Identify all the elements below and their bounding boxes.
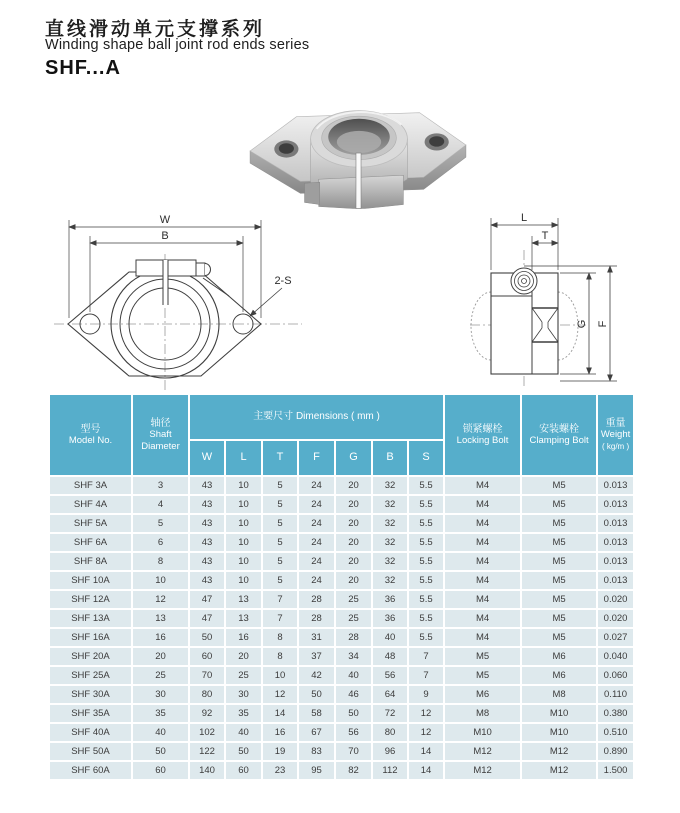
cell-b: 112 [372,761,408,780]
table-row [49,761,634,780]
table-row [49,628,634,647]
cell-weight: 0.020 [597,609,634,628]
drawing-front-view [52,202,304,392]
cell-model: SHF 12A [49,590,132,609]
cell-l: 13 [225,590,262,609]
table-row [49,685,634,704]
cell-t: 5 [262,495,298,514]
cell-clamping: M5 [521,533,597,552]
cell-model: SHF 4A [49,495,132,514]
cell-s: 5.5 [408,628,444,647]
cell-clamping: M5 [521,552,597,571]
cell-t: 5 [262,552,298,571]
cell-weight: 0.020 [597,590,634,609]
hub-bore-floor [337,131,381,153]
cell-weight: 1.500 [597,761,634,780]
cell-l: 40 [225,723,262,742]
cell-b: 32 [372,514,408,533]
cell-locking: M12 [444,761,521,780]
cell-locking: M8 [444,704,521,723]
cell-f: 24 [298,571,335,590]
cell-w: 43 [189,552,225,571]
cell-g: 70 [335,742,372,761]
cell-weight: 0.013 [597,476,634,495]
cell-b: 80 [372,723,408,742]
cell-t: 8 [262,647,298,666]
cell-g: 20 [335,533,372,552]
cell-l: 10 [225,514,262,533]
cell-model: SHF 13A [49,609,132,628]
cell-g: 20 [335,476,372,495]
cell-g: 25 [335,609,372,628]
cell-w: 47 [189,590,225,609]
cell-w: 102 [189,723,225,742]
cell-weight: 0.510 [597,723,634,742]
cell-f: 67 [298,723,335,742]
cell-t: 10 [262,666,298,685]
cell-locking: M4 [444,476,521,495]
cell-model: SHF 6A [49,533,132,552]
cell-l: 10 [225,533,262,552]
cell-b: 56 [372,666,408,685]
cell-w: 92 [189,704,225,723]
cell-g: 20 [335,571,372,590]
col-header-dim-l: L [225,440,262,476]
cell-model: SHF 40A [49,723,132,742]
bolt-hole-right-bore [429,136,444,146]
cell-locking: M4 [444,571,521,590]
cell-b: 36 [372,590,408,609]
cell-t: 5 [262,533,298,552]
cell-b: 36 [372,609,408,628]
cell-t: 5 [262,571,298,590]
spec-table-body [49,476,634,780]
cell-shaft: 5 [132,514,189,533]
cell-b: 32 [372,476,408,495]
cell-l: 50 [225,742,262,761]
cell-model: SHF 35A [49,704,132,723]
cell-locking: M4 [444,590,521,609]
cell-clamping: M5 [521,609,597,628]
cell-clamping: M12 [521,761,597,780]
cell-t: 7 [262,609,298,628]
cell-s: 5.5 [408,514,444,533]
cell-shaft: 20 [132,647,189,666]
cell-model: SHF 3A [49,476,132,495]
cell-f: 31 [298,628,335,647]
table-row [49,590,634,609]
cell-shaft: 35 [132,704,189,723]
dim-label-f: F [597,320,609,328]
table-row [49,476,634,495]
cell-shaft: 25 [132,666,189,685]
table-row [49,742,634,761]
cell-t: 14 [262,704,298,723]
cell-w: 80 [189,685,225,704]
table-row [49,704,634,723]
product-photo [242,84,474,214]
cell-s: 7 [408,647,444,666]
col-header-dim-f: F [298,440,335,476]
cell-f: 42 [298,666,335,685]
hole-callout-2s: 2-S [274,275,292,287]
cell-f: 28 [298,609,335,628]
cell-locking: M5 [444,647,521,666]
dim-label-w: W [159,214,171,226]
cell-model: SHF 25A [49,666,132,685]
cell-t: 5 [262,514,298,533]
col-header-dim-w: W [189,440,225,476]
table-row [49,514,634,533]
cell-l: 35 [225,704,262,723]
table-row [49,571,634,590]
drawing-side-view [468,202,680,392]
cell-locking: M4 [444,609,521,628]
cell-clamping: M5 [521,571,597,590]
cell-b: 32 [372,495,408,514]
locking-header-zh: 锁紧螺栓 [462,423,503,435]
col-header-dim-g: G [335,440,372,476]
cell-t: 8 [262,628,298,647]
cell-s: 5.5 [408,533,444,552]
cell-w: 70 [189,666,225,685]
cell-g: 20 [335,552,372,571]
cell-l: 16 [225,628,262,647]
flange-profile-right-dotted [558,292,578,360]
cell-s: 14 [408,761,444,780]
cell-l: 25 [225,666,262,685]
cell-f: 24 [298,533,335,552]
cell-t: 12 [262,685,298,704]
cell-s: 5.5 [408,571,444,590]
cell-f: 28 [298,590,335,609]
cell-g: 46 [335,685,372,704]
dim-label-g: G [576,319,588,329]
cell-locking: M5 [444,666,521,685]
cell-s: 5.5 [408,552,444,571]
cell-locking: M4 [444,495,521,514]
cell-w: 122 [189,742,225,761]
cell-clamping: M5 [521,590,597,609]
front-view-svg [52,202,304,392]
cell-shaft: 12 [132,590,189,609]
cell-g: 28 [335,628,372,647]
cell-s: 5.5 [408,609,444,628]
col-header-dim-s: S [408,440,444,476]
clamp-edge-line [203,278,229,296]
cell-s: 14 [408,742,444,761]
cell-weight: 0.040 [597,647,634,666]
cell-t: 23 [262,761,298,780]
leader-line-2s [250,288,282,316]
cell-shaft: 10 [132,571,189,590]
weight-header-zh: 重量 [605,417,626,429]
cell-l: 10 [225,476,262,495]
cell-b: 32 [372,552,408,571]
weight-header-en: Weight [600,429,631,441]
table-row [49,723,634,742]
cell-weight: 0.890 [597,742,634,761]
col-header-clamping-bolt [521,394,597,476]
side-view-svg [468,202,680,392]
table-row [49,609,634,628]
cell-model: SHF 8A [49,552,132,571]
cell-g: 40 [335,666,372,685]
cell-g: 34 [335,647,372,666]
col-header-model [49,394,132,476]
cell-f: 58 [298,704,335,723]
cell-shaft: 6 [132,533,189,552]
cell-locking: M4 [444,628,521,647]
clamping-header-en: Clamping Bolt [529,435,589,446]
cell-clamping: M12 [521,742,597,761]
cell-clamping: M6 [521,647,597,666]
cell-f: 37 [298,647,335,666]
cell-t: 7 [262,590,298,609]
cell-clamping: M5 [521,476,597,495]
cell-model: SHF 30A [49,685,132,704]
slit-gap [163,260,168,305]
cell-weight: 0.110 [597,685,634,704]
cell-model: SHF 60A [49,761,132,780]
table-row [49,552,634,571]
col-header-dimensions [189,394,444,440]
cell-clamping: M8 [521,685,597,704]
cell-clamping: M10 [521,704,597,723]
cell-shaft: 30 [132,685,189,704]
table-row [49,666,634,685]
page-title: 直线滑动单元支撑系列 [45,19,266,40]
table-row [49,647,634,666]
cell-s: 5.5 [408,495,444,514]
cell-clamping: M6 [521,666,597,685]
cell-b: 40 [372,628,408,647]
cell-shaft: 13 [132,609,189,628]
weight-header-unit: ( kg/m ) [602,441,630,451]
locking-header-en: Locking Bolt [456,435,509,446]
model-header-en: Model No. [68,435,113,446]
cell-f: 50 [298,685,335,704]
table-row [49,495,634,514]
clamping-header-zh: 安装螺栓 [539,423,580,435]
cell-weight: 0.013 [597,571,634,590]
dim-label-l: L [520,212,528,224]
col-header-dim-t: T [262,440,298,476]
cell-b: 32 [372,533,408,552]
cell-shaft: 8 [132,552,189,571]
cell-locking: M12 [444,742,521,761]
dim-label-t: T [541,230,549,242]
clamp-slit [356,153,361,208]
cell-l: 10 [225,495,262,514]
cell-l: 20 [225,647,262,666]
cell-weight: 0.013 [597,533,634,552]
locking-bolt-body [196,263,205,276]
cell-w: 140 [189,761,225,780]
cell-shaft: 50 [132,742,189,761]
cell-b: 32 [372,571,408,590]
cell-model: SHF 10A [49,571,132,590]
flange-profile-left-dotted [471,292,491,360]
cell-shaft: 16 [132,628,189,647]
cell-g: 50 [335,704,372,723]
shaft-header-en: Shaft Diameter [141,429,180,452]
cell-shaft: 40 [132,723,189,742]
cell-s: 5.5 [408,476,444,495]
cell-clamping: M10 [521,723,597,742]
cell-g: 82 [335,761,372,780]
series-code: SHF...A [45,57,121,79]
cell-g: 20 [335,514,372,533]
col-header-locking-bolt [444,394,521,476]
table-row [49,533,634,552]
cell-l: 60 [225,761,262,780]
cell-s: 5.5 [408,590,444,609]
cell-b: 48 [372,647,408,666]
page-subtitle: Winding shape ball joint rod ends series [45,37,310,53]
cell-model: SHF 16A [49,628,132,647]
dimensions-header: 主要尺寸 Dimensions ( mm ) [253,411,380,423]
cell-clamping: M5 [521,495,597,514]
locking-bolt-head [205,264,211,276]
cell-weight: 0.013 [597,495,634,514]
cell-l: 13 [225,609,262,628]
cell-model: SHF 20A [49,647,132,666]
cell-s: 9 [408,685,444,704]
cell-weight: 0.380 [597,704,634,723]
cell-locking: M4 [444,533,521,552]
cell-b: 64 [372,685,408,704]
col-header-weight [597,394,634,476]
cell-t: 19 [262,742,298,761]
cell-g: 25 [335,590,372,609]
cell-locking: M4 [444,552,521,571]
col-header-shaft [132,394,189,476]
cell-w: 43 [189,533,225,552]
cell-g: 56 [335,723,372,742]
cell-weight: 0.027 [597,628,634,647]
cell-s: 12 [408,704,444,723]
cell-w: 43 [189,495,225,514]
cell-shaft: 3 [132,476,189,495]
cell-locking: M10 [444,723,521,742]
cell-f: 24 [298,552,335,571]
cell-t: 16 [262,723,298,742]
cell-model: SHF 50A [49,742,132,761]
cell-f: 24 [298,476,335,495]
cell-t: 5 [262,476,298,495]
col-header-dim-b: B [372,440,408,476]
bolt-hole-left-bore [279,143,294,153]
cell-w: 43 [189,571,225,590]
cell-l: 10 [225,552,262,571]
cell-w: 43 [189,476,225,495]
cell-weight: 0.013 [597,552,634,571]
cell-shaft: 60 [132,761,189,780]
cell-s: 7 [408,666,444,685]
shaft-header-zh: 轴径 [150,417,171,429]
side-tab [305,182,320,204]
cell-f: 83 [298,742,335,761]
cell-w: 50 [189,628,225,647]
cell-s: 12 [408,723,444,742]
cell-w: 47 [189,609,225,628]
cell-f: 24 [298,514,335,533]
cell-f: 24 [298,495,335,514]
cell-l: 30 [225,685,262,704]
cell-l: 10 [225,571,262,590]
cell-weight: 0.060 [597,666,634,685]
cell-model: SHF 5A [49,514,132,533]
cell-locking: M6 [444,685,521,704]
spec-table [48,393,635,781]
model-header-zh: 型号 [80,423,101,435]
cell-weight: 0.013 [597,514,634,533]
cell-clamping: M5 [521,514,597,533]
cell-locking: M4 [444,514,521,533]
flange-support-photo-illustration [242,84,474,214]
dim-label-b: B [161,230,169,242]
cell-w: 60 [189,647,225,666]
cell-w: 43 [189,514,225,533]
cell-b: 96 [372,742,408,761]
cell-b: 72 [372,704,408,723]
cell-g: 20 [335,495,372,514]
cell-shaft: 4 [132,495,189,514]
cell-clamping: M5 [521,628,597,647]
cell-f: 95 [298,761,335,780]
